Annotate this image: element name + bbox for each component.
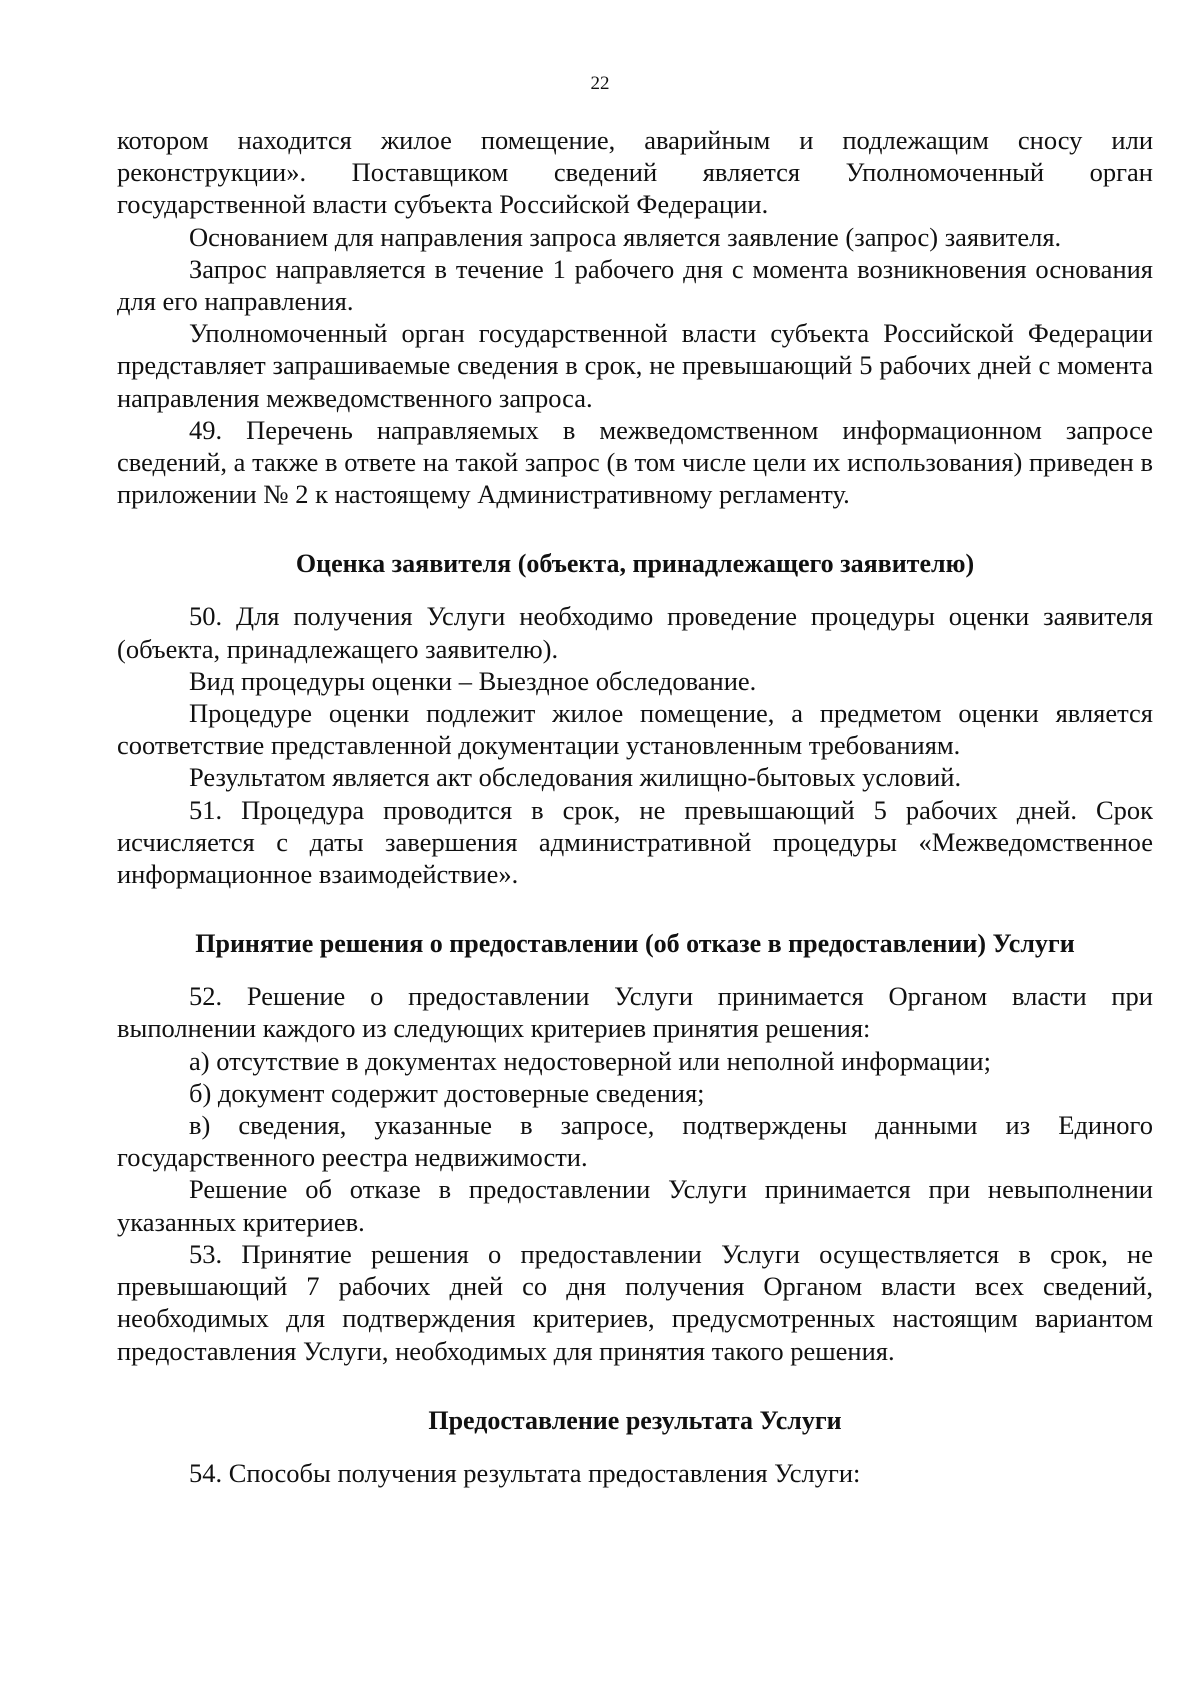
list-item-v: в) сведения, указанные в запросе, подтверждены данными из Единого государственного реестра недвижимости. bbox=[117, 1110, 1153, 1173]
paragraph-54: 54. Способы получения результата предоставления Услуги: bbox=[189, 1457, 861, 1488]
section-heading-applicant-assessment: Оценка заявителя (объекта, принадлежащего заявителю) bbox=[295, 549, 975, 579]
spacer bbox=[117, 890, 1153, 928]
section-heading-result-provision: Предоставление результата Услуги bbox=[428, 1405, 842, 1435]
spacer bbox=[117, 1367, 1153, 1405]
paragraph-continuation: котором находится жилое помещение, аварийным и подлежащим сносу или реконструкции». Поставщиком сведений является Уполномоченный орган государственной власти субъекта Российской Федерации. bbox=[117, 125, 1153, 220]
paragraph-refusal: Решение об отказе в предоставлении Услуги принимается при невыполнении указанных критериев. bbox=[117, 1174, 1153, 1237]
page-number: 22 bbox=[590, 73, 610, 94]
paragraph-52: 52. Решение о предоставлении Услуги принимается Органом власти при выполнении каждого из следующих критериев принятия решения: bbox=[117, 981, 1153, 1044]
paragraph-53: 53. Принятие решения о предоставлении Услуги осуществляется в срок, не превышающий 7 рабочих дней со дня получения Органом власти всех сведений, необходимых для подтверждения критериев, предусмотренных настоящим вариантом предоставления Услуги, необходимых для принятия такого решения. bbox=[117, 1238, 1153, 1366]
spacer bbox=[117, 1437, 1153, 1457]
paragraph-request-basis: Основанием для направления запроса является заявление (запрос) заявителя. bbox=[189, 221, 1062, 252]
paragraph-request-timing: Запрос направляется в течение 1 рабочего дня с момента возникновения основания для его направления. bbox=[117, 253, 1153, 317]
paragraph-49: 49. Перечень направляемых в межведомственном информационном запросе сведений, а также в ответе на такой запрос (в том числе цели их использования) приведен в приложении № 2 к настоящему Административному регламенту. bbox=[117, 414, 1153, 510]
spacer bbox=[117, 960, 1153, 980]
list-item-a: а) отсутствие в документах недостоверной или неполной информации; bbox=[189, 1045, 991, 1076]
paragraph-assessment-result: Результатом является акт обследования жилищно-бытовых условий. bbox=[189, 762, 962, 793]
spacer bbox=[117, 580, 1153, 600]
document-body bbox=[117, 124, 1153, 1489]
paragraph-51: 51. Процедура проводится в срок, не превышающий 5 рабочих дней. Срок исчисляется с даты завершения административной процедуры «Межведомственное информационное взаимодействие». bbox=[117, 794, 1153, 890]
section-heading-decision: Принятие решения о предоставлении (об отказе в предоставлении) Услуги bbox=[195, 929, 1075, 959]
spacer bbox=[117, 510, 1153, 548]
paragraph-assessment-type: Вид процедуры оценки – Выездное обследование. bbox=[189, 665, 757, 696]
list-item-b: б) документ содержит достоверные сведения; bbox=[189, 1077, 705, 1108]
paragraph-authority-response: Уполномоченный орган государственной власти субъекта Российской Федерации представляет запрашиваемые сведения в срок, не превышающий 5 рабочих дней с момента направления межведомственного запроса. bbox=[117, 318, 1153, 413]
paragraph-assessment-subject: Процедуре оценки подлежит жилое помещение, а предметом оценки является соответствие представленной документации установленным требованиям. bbox=[117, 698, 1153, 761]
paragraph-50: 50. Для получения Услуги необходимо проведение процедуры оценки заявителя (объекта, принадлежащего заявителю). bbox=[117, 601, 1153, 664]
